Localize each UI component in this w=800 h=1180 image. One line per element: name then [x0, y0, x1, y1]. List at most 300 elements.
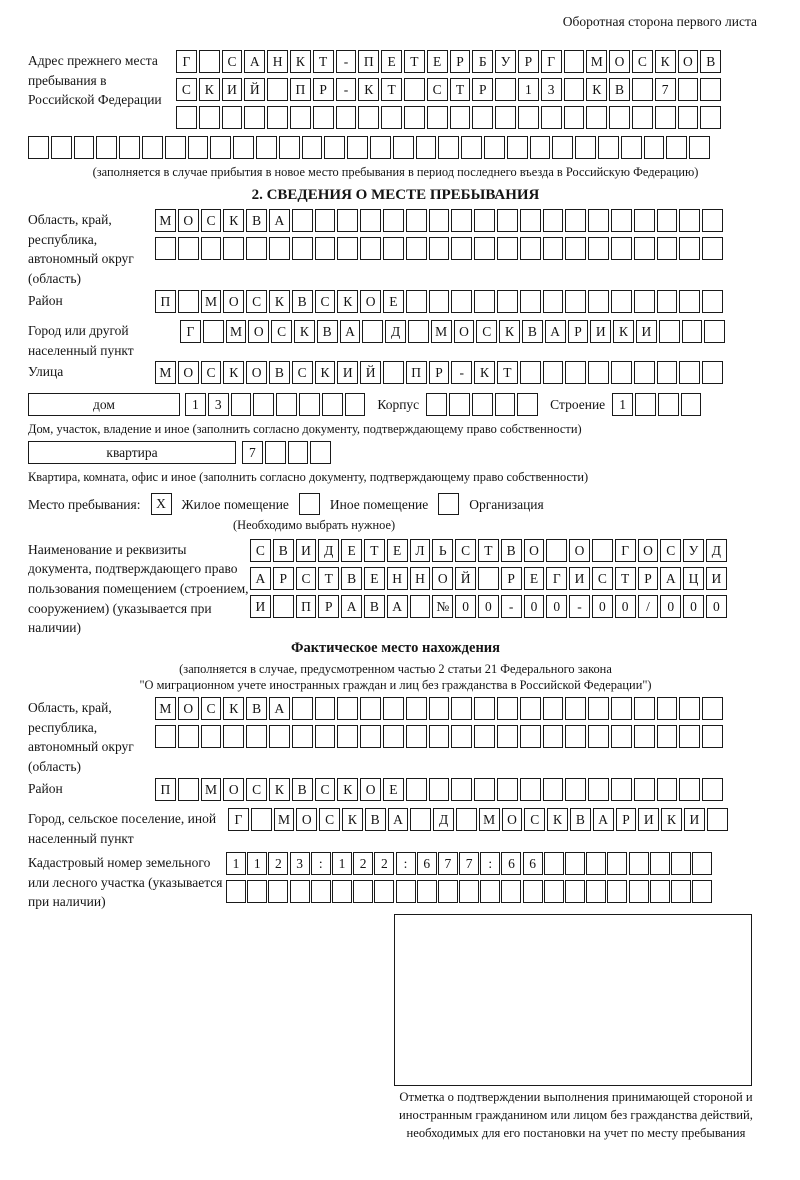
char-box — [588, 725, 609, 748]
char-box — [679, 697, 700, 720]
apartment-block — [28, 441, 763, 469]
char-box: П — [296, 595, 317, 618]
char-box — [393, 136, 414, 159]
region2-row-1 — [155, 697, 725, 721]
char-box: Н — [410, 567, 431, 590]
char-box: : — [480, 852, 500, 875]
char-box — [497, 209, 518, 232]
char-box: И — [638, 808, 659, 831]
char-box — [203, 320, 224, 343]
char-box — [588, 290, 609, 313]
char-box — [666, 136, 687, 159]
char-box — [310, 441, 331, 464]
char-box — [707, 808, 728, 831]
char-box — [51, 136, 72, 159]
char-box — [315, 725, 336, 748]
char-box — [657, 290, 678, 313]
char-box: М — [431, 320, 452, 343]
char-box: - — [569, 595, 590, 618]
char-box: С — [427, 78, 448, 101]
char-box: О — [178, 361, 199, 384]
char-box — [689, 136, 710, 159]
char-box — [474, 725, 495, 748]
char-box: П — [155, 290, 176, 313]
korpus-row — [426, 393, 540, 417]
char-box: 1 — [185, 393, 206, 416]
char-box — [315, 237, 336, 260]
char-box — [459, 880, 479, 903]
char-box: У — [683, 539, 704, 562]
char-box: О — [678, 50, 699, 73]
char-box: Р — [501, 567, 522, 590]
char-box — [404, 106, 425, 129]
char-box: С — [201, 697, 222, 720]
char-box: К — [358, 78, 379, 101]
char-box: С — [632, 50, 653, 73]
char-box: 7 — [438, 852, 458, 875]
char-box — [634, 209, 655, 232]
char-box: О — [454, 320, 475, 343]
prev-address-note: (заполняется в случае прибытия в новое место пребывания в период последнего въезда в Российскую Федерацию) — [92, 165, 699, 179]
char-box — [292, 697, 313, 720]
char-box — [438, 136, 459, 159]
region2-label: Область, край, республика, автономный округ (область) — [28, 699, 134, 774]
char-box — [178, 778, 199, 801]
char-box — [251, 808, 272, 831]
char-box — [565, 852, 585, 875]
char-box — [679, 237, 700, 260]
char-box: С — [592, 567, 613, 590]
char-box — [383, 725, 404, 748]
char-box — [629, 880, 649, 903]
char-box: Р — [638, 567, 659, 590]
char-box — [609, 106, 630, 129]
char-box: - — [501, 595, 522, 618]
char-box — [657, 209, 678, 232]
char-box: В — [246, 697, 267, 720]
cadastral-row-1 — [226, 852, 713, 876]
char-box: В — [317, 320, 338, 343]
char-box: М — [201, 290, 222, 313]
char-box — [520, 361, 541, 384]
char-box: Й — [244, 78, 265, 101]
char-box: Т — [318, 567, 339, 590]
char-box: М — [226, 320, 247, 343]
char-box — [410, 808, 431, 831]
house-note: Дом, участок, владение и иное (заполнить согласно документу, подтверждающему право собственности) — [28, 421, 582, 436]
char-box — [634, 697, 655, 720]
region2-rows — [155, 697, 725, 753]
char-box: - — [451, 361, 472, 384]
char-box — [634, 778, 655, 801]
char-box: С — [524, 808, 545, 831]
char-box — [358, 106, 379, 129]
char-box: К — [337, 778, 358, 801]
char-box — [231, 393, 252, 416]
district-label: Район — [28, 293, 63, 309]
char-box — [629, 852, 649, 875]
char-box: И — [250, 595, 271, 618]
char-box — [702, 697, 723, 720]
char-box: 0 — [615, 595, 636, 618]
city2-row — [228, 808, 730, 832]
char-box: С — [176, 78, 197, 101]
char-box — [456, 808, 477, 831]
char-box — [360, 725, 381, 748]
option-organization-label: Организация — [469, 496, 544, 512]
char-box — [544, 880, 564, 903]
char-box — [155, 725, 176, 748]
char-box — [396, 880, 416, 903]
char-box — [518, 106, 539, 129]
char-box — [657, 237, 678, 260]
char-box: В — [292, 290, 313, 313]
prev-address-row-4 — [28, 136, 763, 160]
region-rows — [155, 209, 725, 265]
char-box: К — [223, 209, 244, 232]
char-box — [265, 441, 286, 464]
char-box: Т — [497, 361, 518, 384]
char-box — [564, 106, 585, 129]
char-box: А — [387, 595, 408, 618]
char-box: К — [586, 78, 607, 101]
char-box: П — [290, 78, 311, 101]
char-box — [474, 237, 495, 260]
char-box — [381, 106, 402, 129]
char-box: Д — [706, 539, 727, 562]
apartment-number-row — [242, 441, 333, 465]
document-label: Наименование и реквизиты документа, подтверждающего право пользования помещением (строением, сооружением) (указывается при наличии) — [28, 541, 249, 636]
char-box — [337, 237, 358, 260]
char-box — [520, 237, 541, 260]
char-box: И — [569, 567, 590, 590]
document-row-2 — [250, 567, 729, 591]
char-box: Е — [381, 50, 402, 73]
char-box — [634, 361, 655, 384]
char-box — [337, 209, 358, 232]
char-box — [520, 778, 541, 801]
char-box — [635, 393, 656, 416]
char-box — [188, 136, 209, 159]
char-box — [517, 393, 538, 416]
char-box — [588, 361, 609, 384]
region-row-1 — [155, 209, 725, 233]
char-box: 1 — [518, 78, 539, 101]
street-row — [155, 361, 725, 385]
char-box: А — [388, 808, 409, 831]
char-box: Т — [404, 50, 425, 73]
char-box — [449, 393, 470, 416]
char-box: 0 — [592, 595, 613, 618]
char-box: Р — [472, 78, 493, 101]
char-box: И — [296, 539, 317, 562]
char-box: А — [660, 567, 681, 590]
char-box — [199, 50, 220, 73]
char-box — [497, 778, 518, 801]
char-box — [315, 697, 336, 720]
actual-location-title: Фактическое место нахождения — [291, 639, 500, 656]
char-box — [692, 880, 712, 903]
char-box: М — [201, 778, 222, 801]
cadastral-block — [28, 852, 763, 912]
char-box: : — [396, 852, 416, 875]
char-box — [607, 880, 627, 903]
char-box — [564, 50, 585, 73]
char-box: И — [706, 567, 727, 590]
char-box: Д — [433, 808, 454, 831]
char-box — [611, 209, 632, 232]
char-box: Р — [313, 78, 334, 101]
char-box — [246, 725, 267, 748]
cadastral-rows — [226, 852, 713, 908]
char-box — [702, 237, 723, 260]
char-box: В — [501, 539, 522, 562]
char-box: К — [315, 361, 336, 384]
char-box — [28, 136, 49, 159]
char-box — [451, 778, 472, 801]
char-box — [302, 136, 323, 159]
char-box — [410, 595, 431, 618]
char-box: Д — [385, 320, 406, 343]
char-box: А — [593, 808, 614, 831]
char-box — [495, 78, 516, 101]
option-residential-label: Жилое помещение — [181, 496, 289, 512]
char-box — [74, 136, 95, 159]
char-box: - — [336, 50, 357, 73]
char-box — [276, 393, 297, 416]
char-box: И — [222, 78, 243, 101]
char-box — [461, 136, 482, 159]
char-box — [451, 237, 472, 260]
char-box: А — [545, 320, 566, 343]
char-box: Т — [478, 539, 499, 562]
option-other-premises-label: Иное помещение — [329, 496, 429, 512]
char-box: П — [155, 778, 176, 801]
char-box: В — [609, 78, 630, 101]
char-box — [383, 237, 404, 260]
char-box — [332, 880, 352, 903]
char-box: Н — [267, 50, 288, 73]
char-box — [246, 237, 267, 260]
char-box — [267, 106, 288, 129]
actual-location-note-2: "О миграционном учете иностранных граждан и лиц без гражданства в Российской Федерации") — [139, 677, 652, 692]
confirmation-stamp-area — [394, 914, 752, 1086]
prev-address-row-1 — [176, 50, 723, 74]
char-box — [650, 880, 670, 903]
char-box: С — [476, 320, 497, 343]
char-box: С — [315, 290, 336, 313]
char-box — [223, 237, 244, 260]
char-box — [360, 237, 381, 260]
prev-address-row-2 — [176, 78, 723, 102]
char-box: О — [178, 209, 199, 232]
char-box — [678, 78, 699, 101]
char-box: О — [360, 778, 381, 801]
page-side-note: Оборотная сторона первого листа — [562, 14, 757, 29]
char-box: У — [495, 50, 516, 73]
char-box: В — [570, 808, 591, 831]
char-box — [268, 880, 288, 903]
char-box: Н — [387, 567, 408, 590]
region-block — [28, 209, 763, 288]
char-box: О — [360, 290, 381, 313]
char-box — [406, 290, 427, 313]
char-box: 3 — [541, 78, 562, 101]
char-box — [406, 697, 427, 720]
char-box — [451, 697, 472, 720]
char-box — [700, 78, 721, 101]
char-box: И — [590, 320, 611, 343]
char-box — [497, 290, 518, 313]
char-box: С — [296, 567, 317, 590]
char-box: 1 — [332, 852, 352, 875]
char-box: Т — [364, 539, 385, 562]
char-box: О — [609, 50, 630, 73]
char-box: 0 — [524, 595, 545, 618]
char-box — [429, 209, 450, 232]
char-box — [543, 778, 564, 801]
char-box: Г — [228, 808, 249, 831]
char-box: А — [341, 595, 362, 618]
char-box: К — [294, 320, 315, 343]
char-box — [520, 209, 541, 232]
char-box — [370, 136, 391, 159]
char-box — [178, 290, 199, 313]
char-box — [520, 697, 541, 720]
char-box — [543, 209, 564, 232]
char-box: М — [155, 209, 176, 232]
char-box — [679, 209, 700, 232]
city2-block — [28, 808, 763, 848]
char-box — [222, 106, 243, 129]
char-box: - — [336, 78, 357, 101]
char-box: К — [199, 78, 220, 101]
char-box — [702, 361, 723, 384]
district-block — [28, 290, 763, 318]
char-box — [607, 852, 627, 875]
char-box: О — [432, 567, 453, 590]
char-box — [223, 725, 244, 748]
stay-type-label: Место пребывания: — [28, 496, 141, 512]
char-box — [451, 725, 472, 748]
char-box: В — [700, 50, 721, 73]
char-box — [543, 237, 564, 260]
char-box — [679, 361, 700, 384]
char-box — [588, 237, 609, 260]
char-box — [178, 725, 199, 748]
char-box — [611, 778, 632, 801]
char-box — [347, 136, 368, 159]
prev-address-block — [28, 50, 763, 134]
char-box: Р — [429, 361, 450, 384]
char-box — [530, 136, 551, 159]
char-box: Г — [615, 539, 636, 562]
char-box: Г — [176, 50, 197, 73]
char-box: Р — [568, 320, 589, 343]
char-box: И — [337, 361, 358, 384]
char-box: И — [636, 320, 657, 343]
char-box — [564, 78, 585, 101]
prev-address-label: Адрес прежнего места пребывания в Российской Федерации — [28, 53, 162, 108]
district2-block — [28, 778, 763, 806]
char-box — [702, 290, 723, 313]
char-box — [700, 106, 721, 129]
char-box: 0 — [660, 595, 681, 618]
char-box — [267, 78, 288, 101]
char-box — [299, 393, 320, 416]
char-box: П — [358, 50, 379, 73]
char-box — [426, 393, 447, 416]
prev-address-row-3 — [176, 106, 723, 130]
char-box — [383, 361, 404, 384]
char-box — [497, 697, 518, 720]
char-box: 7 — [242, 441, 263, 464]
char-box: В — [292, 778, 313, 801]
char-box: Р — [450, 50, 471, 73]
char-box — [165, 136, 186, 159]
char-box: В — [269, 361, 290, 384]
char-box: С — [246, 778, 267, 801]
char-box — [404, 78, 425, 101]
char-box — [657, 778, 678, 801]
char-box: Ц — [683, 567, 704, 590]
checkbox-organization — [438, 493, 459, 515]
char-box — [565, 237, 586, 260]
char-box: 2 — [353, 852, 373, 875]
char-box — [565, 697, 586, 720]
cadastral-label: Кадастровый номер земельного или лесного участка (указывается при наличии) — [28, 855, 223, 910]
char-box — [406, 237, 427, 260]
cadastral-row-2 — [226, 880, 713, 904]
char-box: Р — [318, 595, 339, 618]
char-box — [632, 106, 653, 129]
char-box — [657, 697, 678, 720]
char-box — [565, 209, 586, 232]
char-box: А — [244, 50, 265, 73]
char-box — [472, 393, 493, 416]
house-number-row — [185, 393, 367, 417]
char-box — [592, 539, 613, 562]
korpus-label: Корпус — [377, 396, 420, 412]
char-box: М — [155, 361, 176, 384]
char-box: 1 — [612, 393, 633, 416]
char-box — [484, 136, 505, 159]
char-box — [322, 393, 343, 416]
char-box — [311, 880, 331, 903]
char-box: 7 — [655, 78, 676, 101]
char-box — [429, 697, 450, 720]
char-box — [565, 290, 586, 313]
char-box: / — [638, 595, 659, 618]
char-box — [474, 290, 495, 313]
char-box — [671, 880, 691, 903]
char-box — [565, 778, 586, 801]
char-box — [650, 852, 670, 875]
char-box — [233, 136, 254, 159]
stay-type-note: (Необходимо выбрать нужное) — [233, 517, 396, 532]
street-label: Улица — [28, 363, 64, 379]
char-box — [429, 778, 450, 801]
char-box — [345, 393, 366, 416]
char-box — [541, 106, 562, 129]
char-box — [451, 290, 472, 313]
char-box — [269, 237, 290, 260]
char-box — [679, 778, 700, 801]
char-box — [450, 106, 471, 129]
char-box — [634, 290, 655, 313]
char-box — [658, 393, 679, 416]
char-box — [353, 880, 373, 903]
